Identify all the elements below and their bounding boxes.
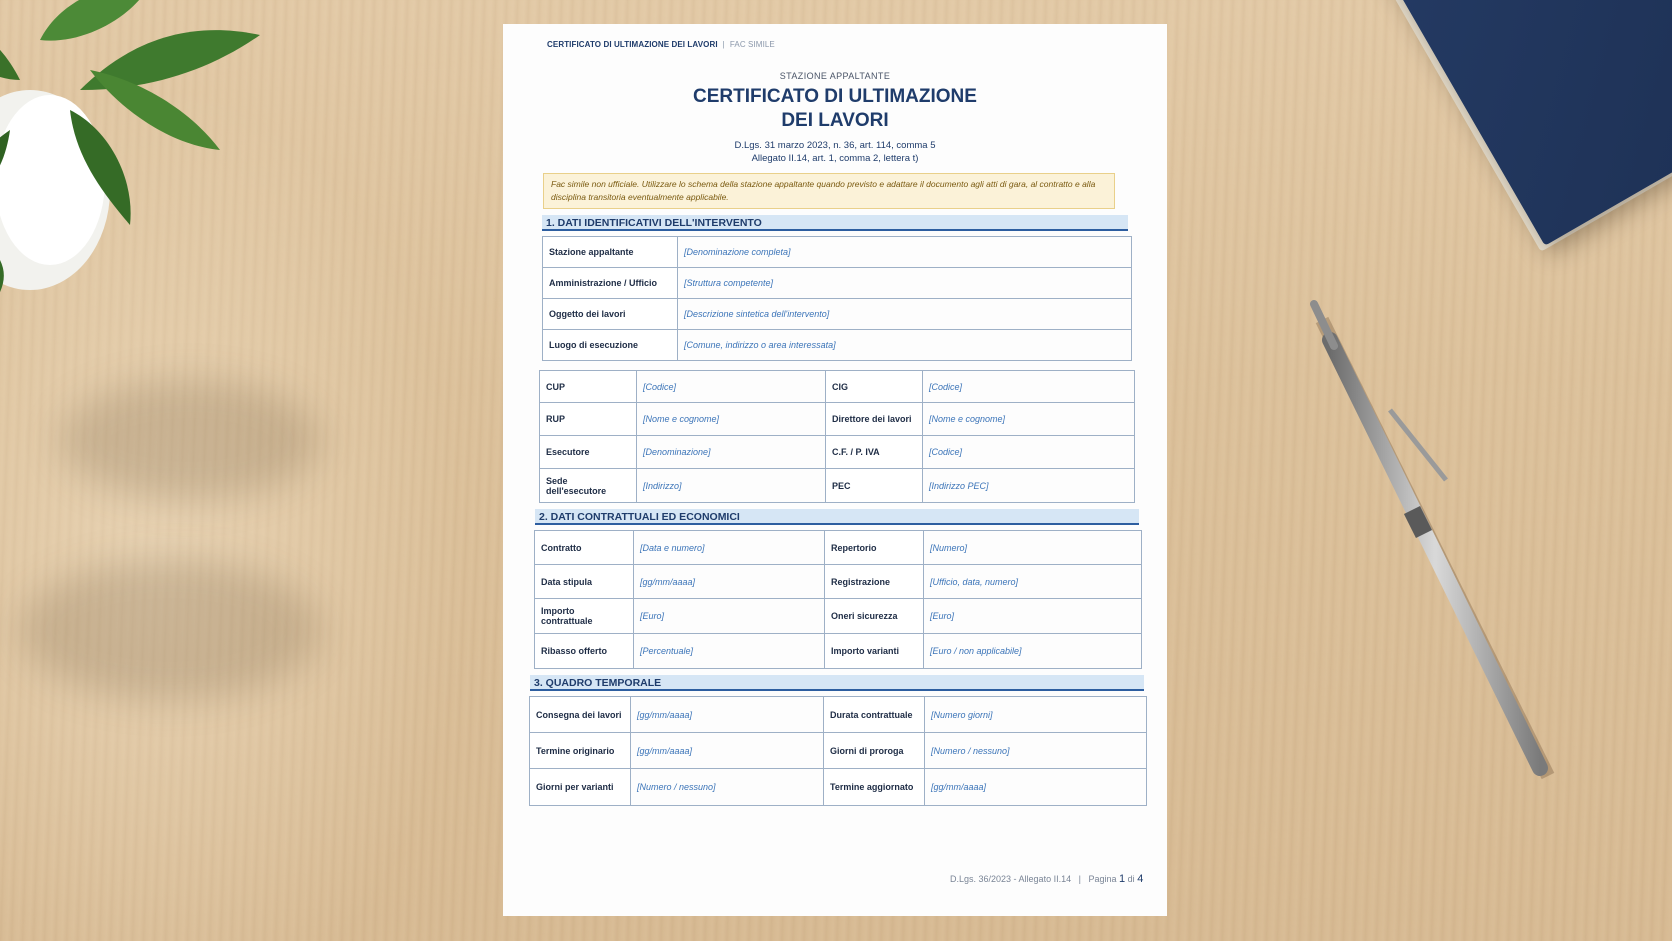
- of-word: di: [1127, 874, 1135, 884]
- field-label: Luogo di esecuzione: [543, 330, 678, 361]
- field-value[interactable]: [Comune, indirizzo o area interessata]: [678, 330, 1132, 361]
- field-label: Durata contrattuale: [824, 697, 925, 733]
- section-1-table: [542, 236, 1132, 361]
- page-word: Pagina: [1088, 874, 1117, 884]
- field-value[interactable]: [Euro / non applicabile]: [924, 634, 1142, 669]
- title-line-2: DEI LAVORI: [781, 110, 889, 131]
- field-label: Oggetto dei lavori: [543, 299, 678, 330]
- field-label: Stazione appaltante: [543, 237, 678, 268]
- field-label: Termine originario: [530, 733, 631, 769]
- section-2-header: 2. DATI CONTRATTUALI ED ECONOMICI: [535, 509, 1139, 525]
- disclaimer-notice: Fac simile non ufficiale. Utilizzare lo schema della stazione appaltante quando previsto e adattare il documento agli atti di gara, al contratto e alla disciplina transitoria eventualmente applicabile.: [543, 173, 1115, 209]
- header-separator: |: [722, 40, 725, 49]
- pen: [1300, 300, 1560, 780]
- field-value[interactable]: [gg/mm/aaaa]: [634, 565, 825, 599]
- footer-reference: D.Lgs. 36/2023 - Allegato II.14: [950, 874, 1072, 884]
- notebook: [1380, 0, 1672, 246]
- field-value[interactable]: [gg/mm/aaaa]: [925, 769, 1147, 806]
- field-label: Sede dell'esecutore: [540, 469, 637, 503]
- page-number: 1: [1119, 873, 1126, 885]
- header-doc-name: CERTIFICATO DI ULTIMAZIONE DEI LAVORI: [547, 40, 718, 49]
- field-value[interactable]: [gg/mm/aaaa]: [631, 733, 824, 769]
- field-label: Oneri sicurezza: [825, 599, 924, 634]
- field-value[interactable]: [Denominazione]: [637, 436, 826, 469]
- stazione-label: STAZIONE APPALTANTE: [779, 71, 891, 81]
- potted-plant: [0, 0, 290, 320]
- field-value[interactable]: [Indirizzo PEC]: [923, 469, 1135, 503]
- legal-reference: [535, 139, 1135, 165]
- field-value[interactable]: [Codice]: [923, 436, 1135, 469]
- field-label: Ribasso offerto: [535, 634, 634, 669]
- field-label: Amministrazione / Ufficio: [543, 268, 678, 299]
- field-label: Repertorio: [825, 531, 924, 565]
- field-label: Data stipula: [535, 565, 634, 599]
- field-label: CIG: [826, 371, 923, 403]
- field-label: Contratto: [535, 531, 634, 565]
- document: [535, 40, 1135, 806]
- field-label: C.F. / P. IVA: [826, 436, 923, 469]
- field-label: CUP: [540, 371, 637, 403]
- field-value[interactable]: [Percentuale]: [634, 634, 825, 669]
- field-label: Importo varianti: [825, 634, 924, 669]
- field-value[interactable]: [Indirizzo]: [637, 469, 826, 503]
- field-label: Importo contrattuale: [535, 599, 634, 634]
- title-line-1: CERTIFICATO DI ULTIMAZIONE: [693, 86, 977, 107]
- field-value[interactable]: [Nome e cognome]: [637, 403, 826, 436]
- field-label: Termine aggiornato: [824, 769, 925, 806]
- footer-separator: |: [1078, 874, 1081, 884]
- section-2-grid: [534, 530, 1142, 669]
- section-3-grid: [529, 696, 1147, 806]
- field-value[interactable]: [Data e numero]: [634, 531, 825, 565]
- field-label: Giorni di proroga: [824, 733, 925, 769]
- field-value[interactable]: [Nome e cognome]: [923, 403, 1135, 436]
- running-header: [547, 40, 1135, 49]
- field-label: Direttore dei lavori: [826, 403, 923, 436]
- field-value[interactable]: [Numero]: [924, 531, 1142, 565]
- fac-simile-label: FAC SIMILE: [729, 40, 775, 49]
- page-total: 4: [1137, 873, 1144, 885]
- section-1-grid: [539, 370, 1135, 503]
- field-label: RUP: [540, 403, 637, 436]
- field-value[interactable]: [Euro]: [634, 599, 825, 634]
- section-1-header: 1. DATI IDENTIFICATIVI DELL'INTERVENTO: [542, 215, 1128, 231]
- leaf-shadow: [20, 560, 320, 700]
- field-label: Registrazione: [825, 565, 924, 599]
- page-title: [535, 85, 1135, 133]
- field-value[interactable]: [gg/mm/aaaa]: [631, 697, 824, 733]
- field-value[interactable]: [Struttura competente]: [678, 268, 1132, 299]
- field-label: PEC: [826, 469, 923, 503]
- reference-line-2: Allegato II.14, art. 1, comma 2, lettera t): [751, 153, 919, 164]
- field-value[interactable]: [Ufficio, data, numero]: [924, 565, 1142, 599]
- leaf-shadow: [60, 380, 320, 500]
- field-label: Consegna dei lavori: [530, 697, 631, 733]
- field-value[interactable]: [Codice]: [923, 371, 1135, 403]
- field-label: Esecutore: [540, 436, 637, 469]
- reference-line-1: D.Lgs. 31 marzo 2023, n. 36, art. 114, comma 5: [734, 140, 936, 151]
- field-value[interactable]: [Numero / nessuno]: [925, 733, 1147, 769]
- field-value[interactable]: [Denominazione completa]: [678, 237, 1132, 268]
- field-value[interactable]: [Euro]: [924, 599, 1142, 634]
- page-footer: [950, 873, 1143, 885]
- field-value[interactable]: [Codice]: [637, 371, 826, 403]
- section-3-header: 3. QUADRO TEMPORALE: [530, 675, 1144, 691]
- field-label: Giorni per varianti: [530, 769, 631, 806]
- field-value[interactable]: [Descrizione sintetica dell'intervento]: [678, 299, 1132, 330]
- field-value[interactable]: [Numero / nessuno]: [631, 769, 824, 806]
- field-value[interactable]: [Numero giorni]: [925, 697, 1147, 733]
